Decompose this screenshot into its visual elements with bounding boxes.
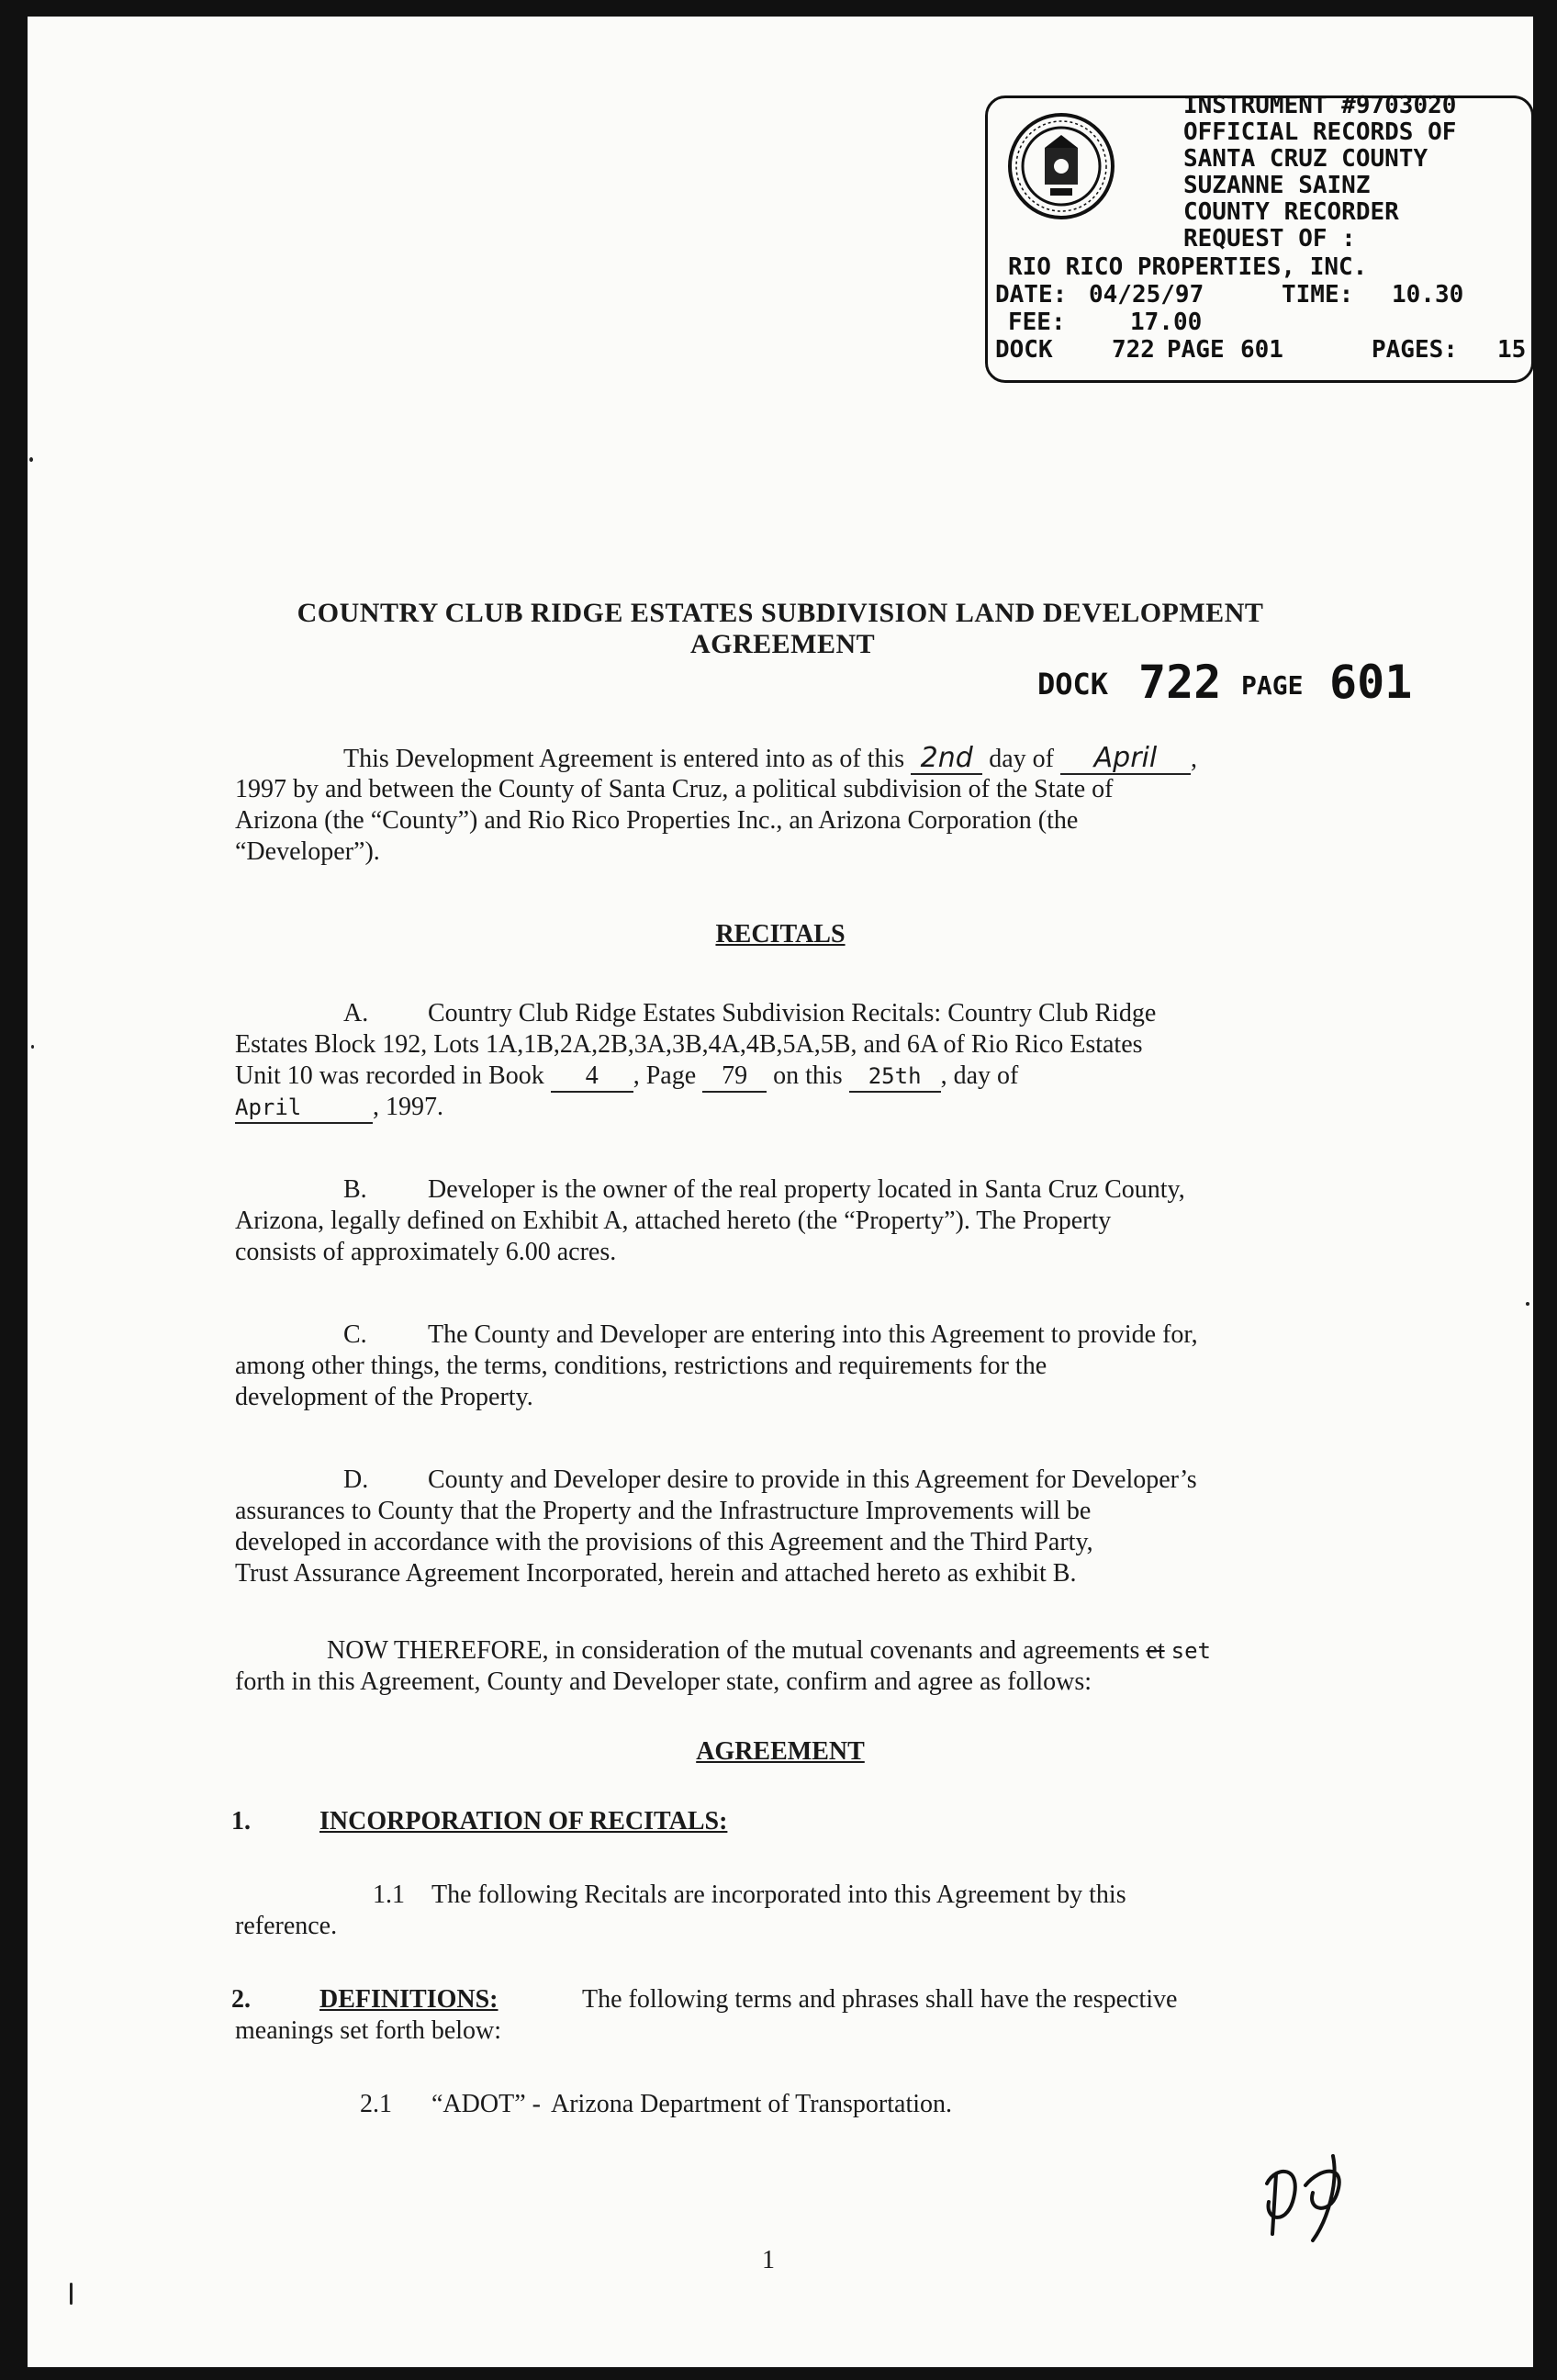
stamp-fee: 17.00 <box>1130 309 1203 336</box>
page-label: PAGE <box>1241 670 1304 701</box>
stamp-line: INSTRUMENT #9703020 <box>1183 92 1457 119</box>
stamp-date-label: DATE: <box>995 281 1068 309</box>
stamp-fee-label: FEE: <box>1008 309 1066 336</box>
recitals-heading: RECITALS <box>715 920 846 949</box>
section-1-1-number: 1.1 <box>373 1880 405 1909</box>
recital-a-line <box>235 1093 443 1124</box>
section-2-1-number: 2.1 <box>360 2090 392 2118</box>
stamp-time: 10.30 <box>1392 281 1464 309</box>
section-2-line: The following terms and phrases shall have the respective <box>582 1985 1178 2014</box>
document-title: COUNTRY CLUB RIDGE ESTATES SUBDIVISION LAND DEVELOPMENT <box>297 598 1264 628</box>
recital-c-line: among other things, the terms, conditions, restrictions and requirements for the <box>235 1352 1047 1380</box>
recital-c-line: development of the Property. <box>235 1383 533 1411</box>
recital-a-line: Country Club Ridge Estates Subdivision Recitals: Country Club Ridge <box>428 999 1157 1027</box>
stamp-dock: 722 <box>1112 336 1155 364</box>
struck-text: et <box>1146 1636 1165 1665</box>
definition-text: Arizona Department of Transportation. <box>551 2090 953 2118</box>
recital-d-label: D. <box>343 1465 369 1494</box>
recital-d-line: assurances to County that the Property and the Infrastructure Improvements will be <box>235 1497 1092 1525</box>
recital-d-line: Trust Assurance Agreement Incorporated, herein and attached hereto as exhibit B. <box>235 1559 1077 1588</box>
inserted-text: set <box>1171 1638 1212 1664</box>
recital-a-text: on this <box>773 1061 843 1090</box>
section-1-1-line: reference. <box>235 1912 338 1940</box>
intro-line: This Development Agreement is entered into as of this 2nd day of April , <box>343 742 1197 774</box>
intro-text: day of <box>989 745 1054 773</box>
section-2-number: 2. <box>231 1985 251 2014</box>
stamp-page: 601 <box>1240 336 1283 364</box>
recital-a-text: , 1997. <box>373 1093 443 1121</box>
recital-a-text: , Page <box>633 1061 697 1090</box>
recital-d-line: developed in accordance with the provisions of this Agreement and the Third Party, <box>235 1528 1093 1556</box>
stamp-pages: 15 <box>1497 336 1527 364</box>
stamp-date: 04/25/97 <box>1089 281 1204 309</box>
scan-speck <box>29 457 33 462</box>
definition-term: “ADOT” - <box>431 2090 541 2118</box>
recital-a-line <box>235 1061 1018 1093</box>
handwritten-day: 2nd <box>911 744 982 775</box>
stamp-page-label: PAGE <box>1167 336 1225 364</box>
page-number-stamp: 601 <box>1329 656 1413 709</box>
agreement-heading: AGREEMENT <box>696 1737 865 1766</box>
intro-line: 1997 by and between the County of Santa Cruz, a political subdivision of the State of <box>235 775 1114 803</box>
document-page <box>28 17 1533 2367</box>
scan-speck <box>31 1045 34 1049</box>
recital-c-line: The County and Developer are entering into this Agreement to provide for, <box>428 1320 1198 1349</box>
section-2-heading: DEFINITIONS: <box>319 1985 498 2014</box>
recital-a-text: , day of <box>940 1061 1019 1090</box>
recorder-stamp <box>985 92 1534 383</box>
stamp-line: SANTA CRUZ COUNTY <box>1183 145 1428 173</box>
intro-text: This Development Agreement is entered into as of this <box>343 745 905 773</box>
footer-page-number: 1 <box>762 2246 775 2274</box>
recital-a-label: A. <box>343 999 369 1027</box>
recital-d-line: County and Developer desire to provide in this Agreement for Developer’s <box>428 1465 1197 1494</box>
now-therefore-line <box>327 1636 1211 1666</box>
stamp-dock-label: DOCK <box>995 336 1053 364</box>
now-therefore-text: NOW THEREFORE, in consideration of the mutual covenants and agreements <box>327 1636 1140 1665</box>
now-therefore-line: forth in this Agreement, County and Developer state, confirm and agree as follows: <box>235 1667 1092 1696</box>
recital-c-label: C. <box>343 1320 367 1349</box>
section-1-1-line: The following Recitals are incorporated into this Agreement by this <box>431 1880 1126 1909</box>
stamp-pages-label: PAGES: <box>1372 336 1458 364</box>
document-title-cont: AGREEMENT <box>690 629 876 659</box>
stamp-line: REQUEST OF : <box>1183 225 1356 253</box>
recorded-day: 25th <box>849 1061 941 1093</box>
section-2-line: meanings set forth below: <box>235 2016 502 2045</box>
recital-b-line: Arizona, legally defined on Exhibit A, attached hereto (the “Property”). The Property <box>235 1207 1112 1235</box>
page-number-field: 79 <box>702 1061 767 1093</box>
intro-line: Arizona (the “County”) and Rio Rico Properties Inc., an Arizona Corporation (the <box>235 806 1079 835</box>
recorded-month: April <box>235 1093 373 1124</box>
section-1-number: 1. <box>231 1807 251 1836</box>
handwritten-initials <box>1249 2147 1359 2248</box>
recital-b-label: B. <box>343 1175 367 1204</box>
dock-number: 722 <box>1138 656 1222 709</box>
section-1-heading: INCORPORATION OF RECITALS: <box>319 1807 728 1836</box>
county-seal-icon <box>1006 111 1116 221</box>
stamp-requester: RIO RICO PROPERTIES, INC. <box>1008 253 1368 281</box>
scan-speck <box>1526 1302 1529 1306</box>
scan-speck <box>70 2283 73 2305</box>
stamp-line: COUNTY RECORDER <box>1183 198 1399 226</box>
stamp-line: SUZANNE SAINZ <box>1183 172 1371 199</box>
recital-b-line: Developer is the owner of the real property located in Santa Cruz County, <box>428 1175 1185 1204</box>
stamp-time-label: TIME: <box>1282 281 1354 309</box>
stamp-line: OFFICIAL RECORDS OF <box>1183 118 1457 146</box>
dock-label: DOCK <box>1037 667 1109 702</box>
recital-b-line: consists of approximately 6.00 acres. <box>235 1238 617 1266</box>
book-number: 4 <box>551 1061 633 1093</box>
recital-a-text: Unit 10 was recorded in Book <box>235 1061 544 1090</box>
handwritten-month: April <box>1060 744 1191 775</box>
intro-line: “Developer”). <box>235 837 380 866</box>
recital-a-line: Estates Block 192, Lots 1A,1B,2A,2B,3A,3B,4A,4B,5A,5B, and 6A of Rio Rico Estates <box>235 1030 1143 1059</box>
